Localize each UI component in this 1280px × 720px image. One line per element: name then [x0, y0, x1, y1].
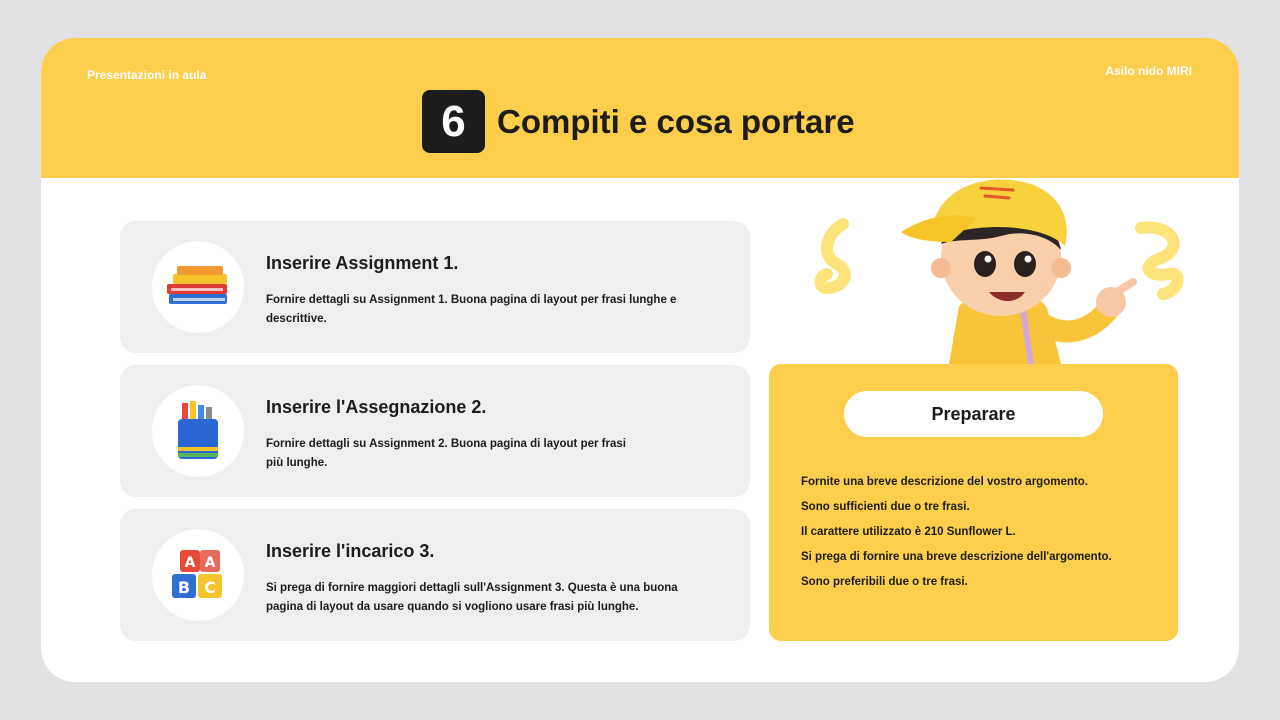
mascot-illustration: [781, 146, 1201, 364]
assignment-1-title: Inserire Assignment 1.: [266, 253, 459, 273]
mascot-eye-right: [1014, 251, 1036, 277]
books-icon: [163, 264, 233, 310]
assignment-2-icon-circle: [152, 385, 244, 477]
page-title: Compiti e cosa portare: [497, 102, 855, 140]
assignment-2-title: Inserire l'Assegnazione 2.: [266, 397, 487, 417]
assignment-3-title: Inserire l'incarico 3.: [266, 541, 435, 561]
mascot-eye-left: [974, 251, 996, 277]
right-swirl-decoration: [1141, 228, 1178, 294]
svg-text:C: C: [204, 578, 216, 597]
slide: [41, 38, 1239, 682]
prepare-line-5: Sono preferibili due o tre frasi.: [801, 576, 968, 588]
assignment-card-2: [120, 365, 750, 497]
prepare-line-2: Sono sufficienti due o tre frasi.: [801, 501, 970, 513]
title-group: [422, 90, 855, 153]
prepare-button[interactable]: Preparare: [844, 391, 1103, 437]
assignment-1-body: Fornire dettagli su Assignment 1. Buona pagina di layout per frasi lunghe e descrittive.: [266, 294, 677, 325]
abc-blocks-icon: [168, 548, 228, 602]
header-left-label: Presentazioni in aula: [87, 68, 207, 82]
header-right-label: Asilo nido MIRI: [1105, 64, 1192, 78]
assignment-2-body: Fornire dettagli su Assignment 2. Buona pagina di layout per frasi più lunghe.: [266, 438, 626, 469]
svg-text:A: A: [184, 555, 196, 571]
pencil-cup-icon: [174, 401, 222, 461]
left-swirl-decoration: [821, 224, 845, 288]
section-number-badge: 6: [422, 90, 485, 153]
assignment-3-body: Si prega di fornire maggiori dettagli sull'Assignment 3. Questa è una buona pagina di layout da usare quando si vogliono usare frasi più lunghe.: [266, 582, 678, 613]
svg-text:B: B: [177, 578, 191, 597]
prepare-panel: [769, 364, 1178, 641]
assignment-3-icon-circle: [152, 529, 244, 621]
prepare-list: [801, 474, 1112, 599]
assignment-card-3: [120, 509, 750, 641]
assignment-1-icon-circle: [152, 241, 244, 333]
svg-text:A: A: [204, 555, 216, 571]
assignment-card-1: [120, 221, 750, 353]
prepare-line-4: Si prega di fornire una breve descrizione dell'argomento.: [801, 551, 1112, 563]
prepare-line-1: Fornite una breve descrizione del vostro argomento.: [801, 476, 1088, 488]
prepare-line-3: Il carattere utilizzato è 210 Sunflower L.: [801, 526, 1016, 538]
